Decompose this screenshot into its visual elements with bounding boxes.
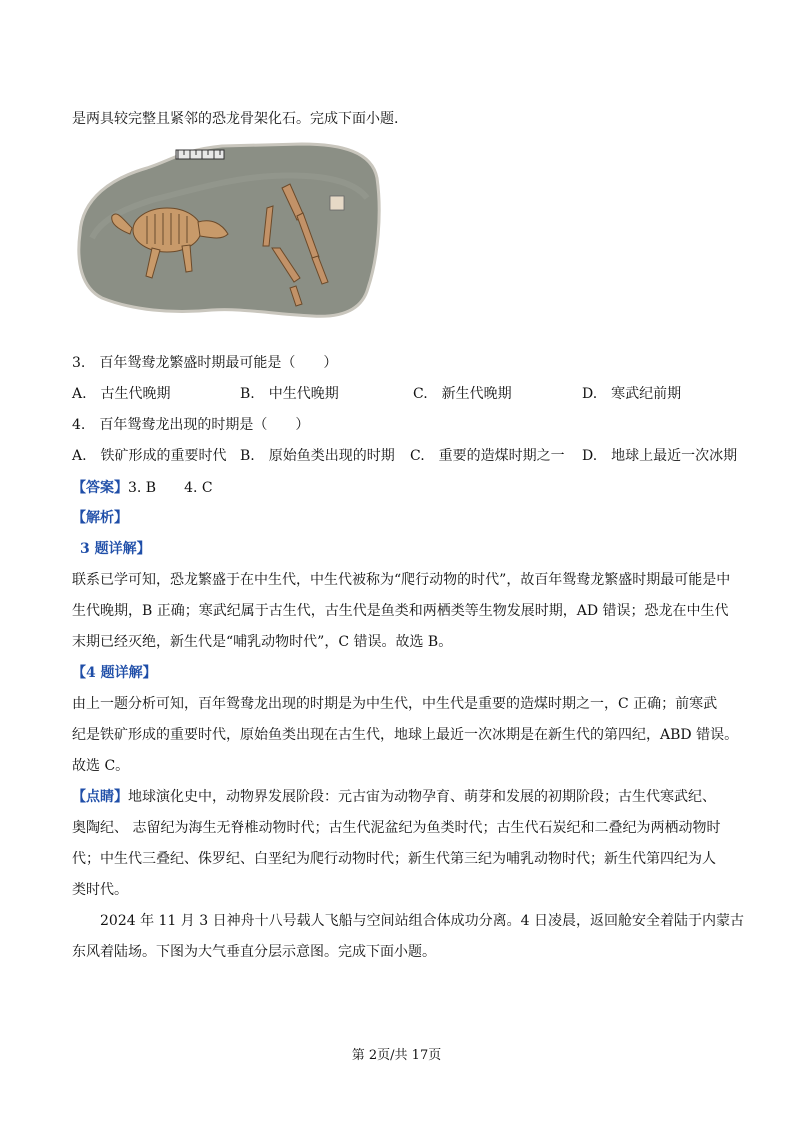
question-3-stem: 3. 百年鸳鸯龙繁盛时期最可能是（ ） [72, 355, 338, 371]
detail-4-line-2: 纪是铁矿形成的重要时代，原始鱼类出现在古生代，地球上最近一次冰期是在新生代的第四纪，ABD 错误。 [72, 727, 739, 743]
question-4-options [72, 445, 742, 467]
page-footer: 第 2页/共 17页 [351, 1048, 442, 1063]
question-3-option-a: A. 古生代晚期 [72, 386, 171, 402]
answer-text: 3. B 4. C [128, 480, 213, 496]
detail-3-line-3: 末期已经灭绝，新生代是“哺乳动物时代”，C 错误。故选 B。 [72, 634, 453, 650]
comment-label: 【点睛】 [72, 789, 128, 805]
comment-line-2: 奥陶纪、 志留纪为海生无脊椎动物时代；古生代泥盆纪为鱼类时代；古生代石炭纪和二叠纪为两栖动物时 [72, 820, 721, 836]
detail-4-heading: 【4 题详解】 [72, 665, 157, 681]
next-intro-line-1: 2024 年 11 月 3 日神舟十八号载人飞船与空间站组合体成功分离。4 日凌晨，返回舱安全着陆于内蒙古 [72, 913, 744, 929]
answer-line [72, 477, 213, 499]
detail-3-line-2: 生代晚期，B 正确；寒武纪属于古生代，古生代是鱼类和两栖类等生物发展时期，AD 错误；恐龙在中生代 [72, 603, 729, 619]
comment-line-1 [72, 786, 716, 808]
analysis-label: 【解析】 [72, 510, 128, 526]
question-3-option-c: C. 新生代晚期 [413, 386, 512, 402]
comment-line-4: 类时代。 [72, 882, 128, 898]
question-3-option-b: B. 中生代晚期 [240, 386, 339, 402]
answer-label: 【答案】 [72, 480, 128, 496]
question-3-options [72, 383, 742, 405]
question-4-option-c: C. 重要的造煤时期之一 [410, 448, 565, 464]
dinosaur-fossil-image [72, 138, 382, 323]
comment-first: 地球演化史中，动物界发展阶段：元古宙为动物孕育、萌芽和发展的初期阶段；古生代寒武纪、 [128, 789, 716, 805]
detail-3-line-1: 联系已学可知，恐龙繁盛于在中生代，中生代被称为“爬行动物的时代”，故百年鸳鸯龙繁盛时期最可能是中 [72, 572, 731, 588]
detail-4-line-3: 故选 C。 [72, 758, 130, 774]
question-4-option-b: B. 原始鱼类出现的时期 [240, 448, 395, 464]
question-4-option-d: D. 地球上最近一次冰期 [582, 448, 738, 464]
detail-4-line-1: 由上一题分析可知，百年鸳鸯龙出现的时期是为中生代，中生代是重要的造煤时期之一，C 正确；前寒武 [72, 696, 718, 712]
detail-3-heading: 3 题详解】 [80, 541, 151, 557]
next-intro-line-2: 东风着陆场。下图为大气垂直分层示意图。完成下面小题。 [72, 944, 436, 960]
question-3-option-d: D. 寒武纪前期 [582, 386, 682, 402]
question-4-stem: 4. 百年鸳鸯龙出现的时期是（ ） [72, 417, 310, 433]
intro-text: 是两具较完整且紧邻的恐龙骨架化石。完成下面小题. [72, 111, 399, 127]
comment-line-3: 代；中生代三叠纪、侏罗纪、白垩纪为爬行动物时代；新生代第三纪为哺乳动物时代；新生代第四纪为人 [72, 851, 716, 867]
question-4-option-a: A. 铁矿形成的重要时代 [72, 448, 227, 464]
